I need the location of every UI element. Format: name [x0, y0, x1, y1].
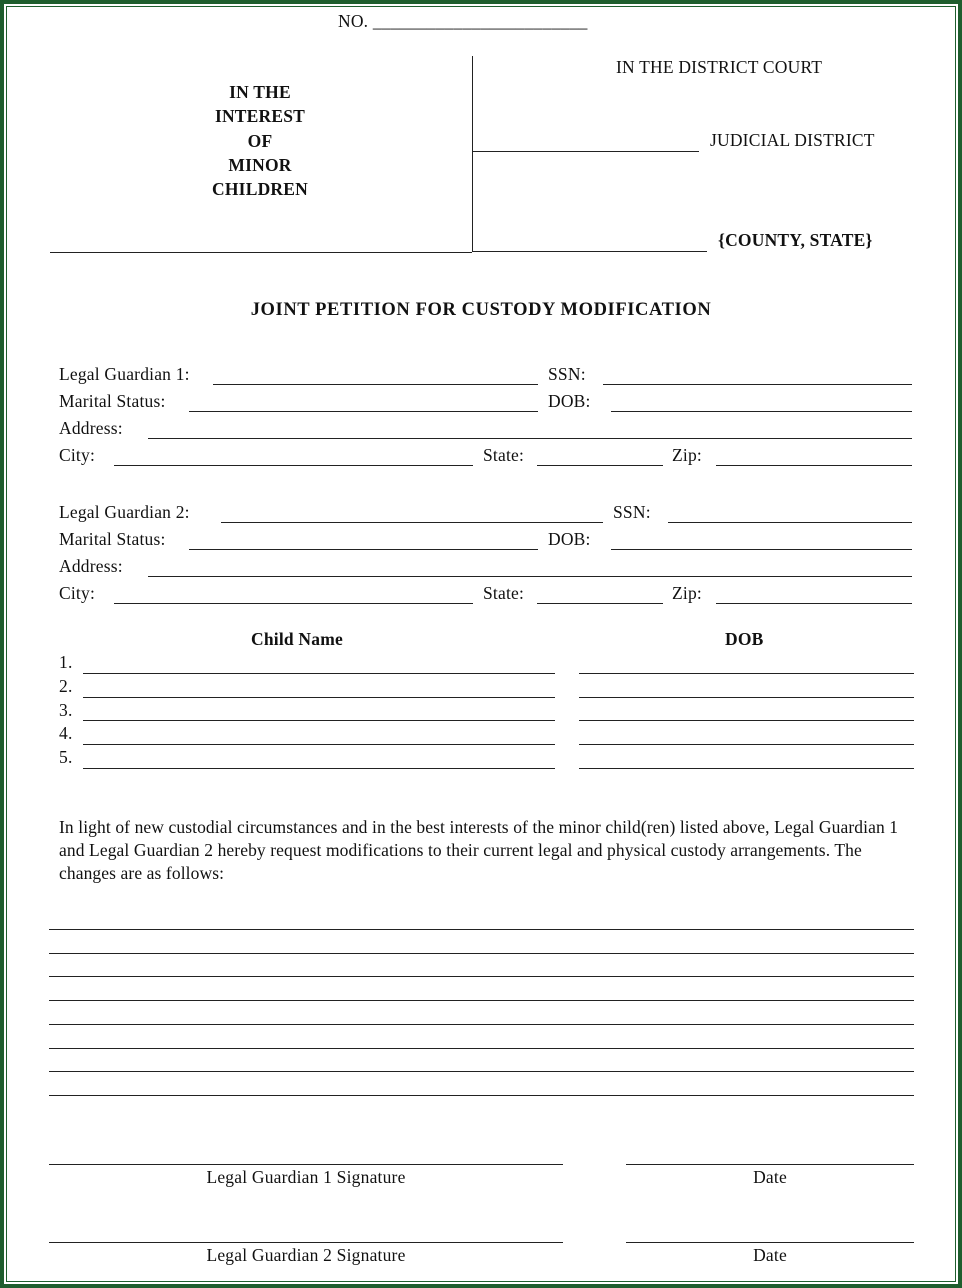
g2-zip-label: Zip: — [672, 583, 702, 603]
g1-address-label: Address: — [59, 418, 123, 438]
g1-ssn-label: SSN: — [548, 364, 586, 384]
child-number: 5. — [59, 747, 73, 767]
child-number: 2. — [59, 676, 73, 696]
g1-signature-field[interactable] — [49, 1164, 563, 1165]
date1-label: Date — [753, 1167, 787, 1187]
g2-city-label: City: — [59, 583, 96, 603]
g1-zip-field[interactable] — [716, 465, 912, 466]
g2-marital-label: Marital Status: — [59, 529, 166, 549]
g2-address-field[interactable] — [148, 576, 912, 577]
caption-line: CHILDREN — [212, 179, 308, 200]
page-inner-border — [6, 6, 956, 1282]
child-number: 1. — [59, 652, 73, 672]
changes-line[interactable] — [49, 976, 914, 977]
child-name-field[interactable] — [83, 673, 555, 674]
changes-line[interactable] — [49, 1071, 914, 1072]
caption-left — [180, 80, 340, 201]
changes-line[interactable] — [49, 953, 914, 954]
child-dob-field[interactable] — [579, 744, 914, 745]
changes-line[interactable] — [49, 1048, 914, 1049]
caption-bottom-rule — [50, 252, 472, 253]
judicial-district-label: JUDICIAL DISTRICT — [710, 130, 875, 150]
g2-address-label: Address: — [59, 556, 123, 576]
g2-name-field[interactable] — [221, 522, 603, 523]
date1-field[interactable] — [626, 1164, 914, 1165]
g1-name-field[interactable] — [213, 384, 538, 385]
g1-name-label: Legal Guardian 1: — [59, 364, 190, 384]
caption-line: INTEREST — [214, 106, 306, 127]
g1-zip-label: Zip: — [672, 445, 702, 465]
case-number-label: NO. ________________________ — [338, 11, 588, 31]
page-title: JOINT PETITION FOR CUSTODY MODIFICATION — [250, 300, 712, 320]
g1-dob-label: DOB: — [548, 391, 591, 411]
g2-ssn-field[interactable] — [668, 522, 912, 523]
g2-marital-field[interactable] — [189, 549, 538, 550]
child-number: 3. — [59, 700, 73, 720]
county-state-label: {COUNTY, STATE} — [718, 230, 873, 250]
court-label: IN THE DISTRICT COURT — [616, 57, 823, 77]
g2-state-field[interactable] — [537, 603, 663, 604]
child-dob-field[interactable] — [579, 768, 914, 769]
changes-line[interactable] — [49, 1000, 914, 1001]
g1-state-field[interactable] — [537, 465, 663, 466]
g2-name-label: Legal Guardian 2: — [59, 502, 190, 522]
changes-line[interactable] — [49, 929, 914, 930]
g2-dob-field[interactable] — [611, 549, 912, 550]
child-name-header: Child Name — [251, 629, 343, 649]
g1-address-field[interactable] — [148, 438, 912, 439]
g1-city-field[interactable] — [114, 465, 473, 466]
child-dob-field[interactable] — [579, 673, 914, 674]
g2-zip-field[interactable] — [716, 603, 912, 604]
g2-signature-label: Legal Guardian 2 Signature — [206, 1245, 406, 1265]
g1-dob-field[interactable] — [611, 411, 912, 412]
g1-signature-label: Legal Guardian 1 Signature — [206, 1167, 406, 1187]
date2-field[interactable] — [626, 1242, 914, 1243]
g2-ssn-label: SSN: — [613, 502, 651, 522]
changes-line[interactable] — [49, 1024, 914, 1025]
date2-label: Date — [753, 1245, 787, 1265]
caption-line: MINOR — [228, 154, 292, 175]
child-dob-field[interactable] — [579, 697, 914, 698]
g2-dob-label: DOB: — [548, 529, 591, 549]
caption-line: OF — [247, 130, 273, 151]
g2-city-field[interactable] — [114, 603, 473, 604]
child-dob-header: DOB — [725, 629, 764, 649]
g1-marital-field[interactable] — [189, 411, 538, 412]
g2-state-label: State: — [483, 583, 525, 603]
caption-divider — [472, 56, 473, 252]
g1-ssn-field[interactable] — [603, 384, 912, 385]
caption-line: IN THE — [229, 82, 291, 102]
g1-marital-label: Marital Status: — [59, 391, 166, 411]
county-field[interactable] — [472, 251, 707, 252]
child-name-field[interactable] — [83, 720, 555, 721]
changes-line[interactable] — [49, 1095, 914, 1096]
child-name-field[interactable] — [83, 768, 555, 769]
g2-signature-field[interactable] — [49, 1242, 563, 1243]
child-name-field[interactable] — [83, 697, 555, 698]
g1-state-label: State: — [483, 445, 525, 465]
petition-text: In light of new custodial circumstances and in the best interests of the minor child(ren) listed above, Legal Guardian 1 and Legal Guardian 2 hereby request modifications to their current legal and physical custody arrangements. The changes are as follows: — [59, 817, 899, 883]
child-dob-field[interactable] — [579, 720, 914, 721]
child-name-field[interactable] — [83, 744, 555, 745]
child-number: 4. — [59, 723, 73, 743]
g1-city-label: City: — [59, 445, 96, 465]
judicial-district-field[interactable] — [472, 151, 699, 152]
